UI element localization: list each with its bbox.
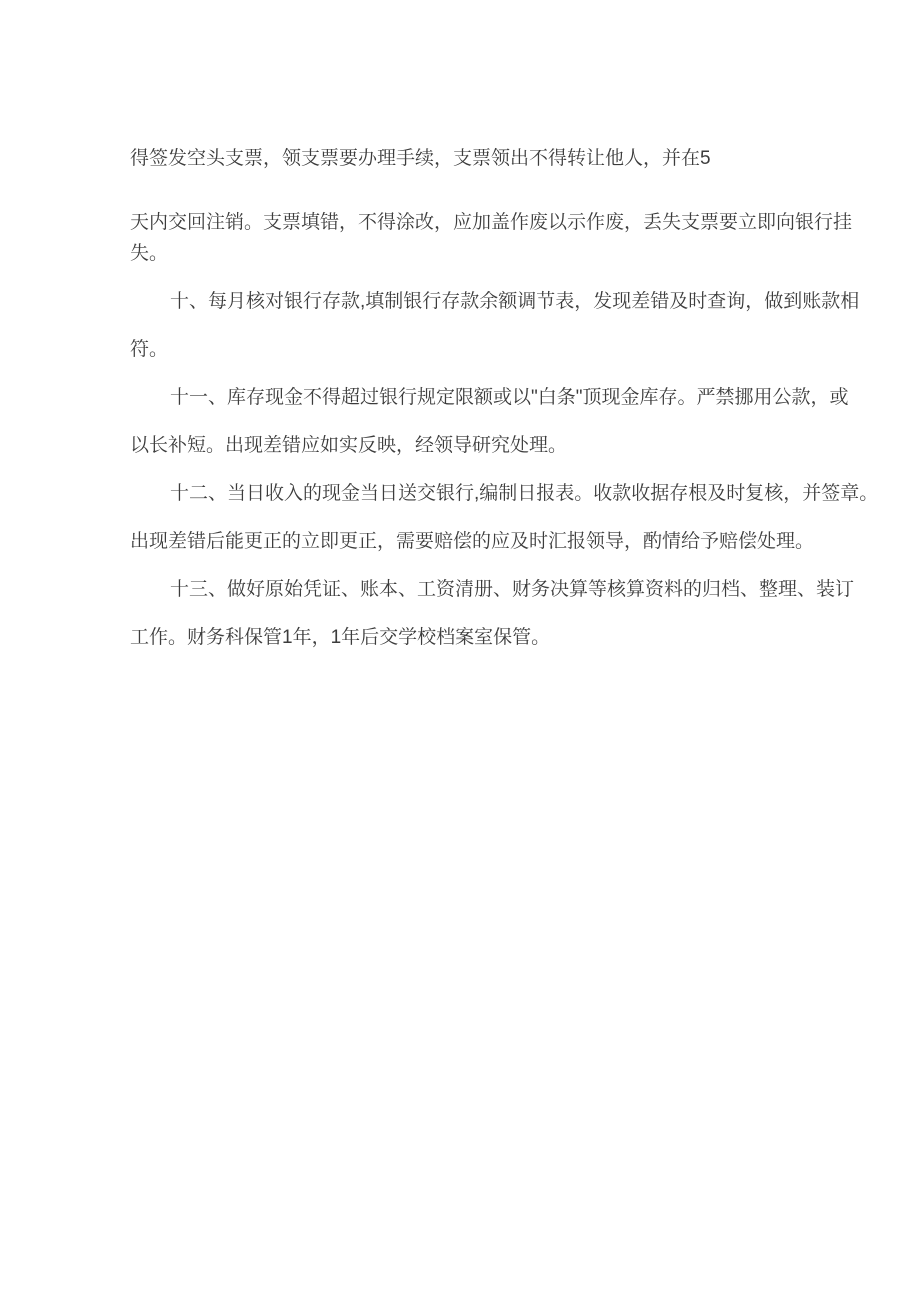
text-line: 十一、库存现金不得超过银行规定限额或以"白条"顶现金库存。严禁挪用公款，或 [170,387,849,408]
text-line: 天内交回注销。支票填错，不得涂改，应加盖作废以示作废，丢失支票要立即向银行挂 [130,212,853,233]
paragraph-item-11 [130,387,849,457]
text-line: 十二、当日收入的现金当日送交银行,编制日报表。收款收据存根及时复核，并签章。 [170,483,879,504]
text-line: 十、每月核对银行存款,填制银行存款余额调节表，发现差错及时查询，做到账款相 [170,291,860,312]
text-line: 以长补短。出现差错应如实反映，经领导研究处理。 [130,435,568,456]
text-line: 得签发空头支票，领支票要办理手续，支票领出不得转让他人，并在5 [130,148,711,169]
document-content [130,148,879,649]
paragraph-cheque-rules [130,148,853,265]
text-line: 符。 [130,339,169,360]
paragraph-item-13 [130,579,855,649]
text-line: 出现差错后能更正的立即更正，需要赔偿的应及时汇报领导，酌情给予赔偿处理。 [130,531,815,552]
paragraph-item-12 [130,483,879,553]
text-line: 失。 [130,243,169,264]
text-line: 工作。财务科保管1年，1年后交学校档案室保管。 [130,627,551,648]
text-line: 十三、做好原始凭证、账本、工资清册、财务决算等核算资料的归档、整理、装订 [170,579,855,600]
paragraph-item-10 [130,291,860,361]
